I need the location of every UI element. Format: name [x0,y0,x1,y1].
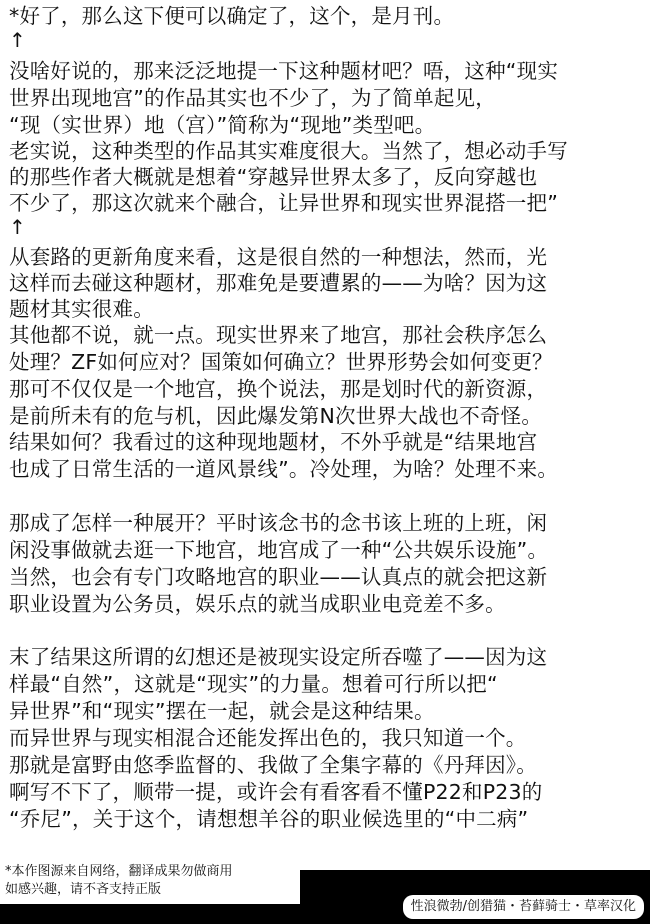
text-line: 从套路的更新角度来看，这是很自然的一种想法，然而，光 [9,245,548,269]
text-line: 结果如何？我看过的这种现地题材，不外乎就是“结果地宫 [9,430,538,454]
support-note: 如感兴趣，请不吝支持正版 [5,882,162,897]
text-line: “乔尼”，关于这个，请想想羊谷的职业候选里的“中二病” [9,807,529,831]
text-line: 老实说，这种类型的作品其实难度很大。当然了，想必动手写 [9,139,568,163]
text-line: 这样而去碰这种题材，那难免是要遭累的——为啥？因为这 [9,271,548,295]
text-line: 处理？ZF如何应对？国策如何确立？世界形势会如何变更？ [9,350,553,374]
text-line: 题材其实很难。 [9,297,154,321]
text-line: 末了结果这所谓的幻想还是被现实设定所吞噬了——因为这 [9,645,548,669]
text-line: 啊写不下了，顺带一提，或许会有看客看不懂P22和P23的 [9,780,543,804]
text-line: 那就是富野由悠季监督的、我做了全集字幕的《丹拜因》。 [9,753,537,777]
text-line: 的那些作者大概就是想着“穿越异世界太多了，反向穿越也 [9,165,538,189]
text-line: 职业设置为公务员，娱乐点的就当成职业电竞差不多。 [9,592,506,616]
text-line: 当然，也会有专门攻略地宫的职业——认真点的就会把这新 [9,565,548,589]
text-line: 而异世界与现实相混合还能发挥出色的，我只知道一个。 [9,726,527,750]
text-line: 不少了，那这次就来个融合，让异世界和现实世界混搭一把” [9,191,559,215]
text-line: *好了，那么这下便可以确定了，这个，是月刊。 [9,4,455,28]
disclaimer-note: *本作图源来自网络，翻译成果勿做商用 [5,864,233,879]
arrow-up-icon: ↑ [9,28,26,52]
arrow-up-icon: ↑ [9,215,26,239]
text-line: 异世界”和“现实”摆在一起，就会是这种结果。 [9,699,435,723]
text-line: 那成了怎样一种展开？平时该念书的念书该上班的上班，闲 [9,511,548,535]
text-line: 样最“自然”，这就是“现实”的力量。想着可行所以把“ [9,672,498,696]
text-line: 其他都不说，就一点。现实世界来了地宫，那社会秩序怎么 [9,323,548,347]
text-line: 没啥好说的，那来泛泛地提一下这种题材吧？唔，这种“现实 [9,59,559,83]
text-line: 是前所未有的危与机，因此爆发第N次世界大战也不奇怪。 [9,404,543,428]
text-line: 世界出现地宫”的作品其实也不少了，为了简单起见， [9,86,496,110]
text-line: 也成了日常生活的一道风景线”。冷处理，为啥？处理不来。 [9,457,559,481]
text-line: 闲没事做就去逛一下地宫，地宫成了一种“公共娱乐设施”。 [9,538,549,562]
text-line: “现（实世界）地（宫）”简称为“现地”类型吧。 [9,113,436,137]
text-line: 那可不仅仅是一个地宫，换个说法，那是划时代的新资源， [9,377,548,401]
scanlation-credit: 性浪微勃/创猎猫・苔藓骑士・草率汉化 [403,895,644,919]
